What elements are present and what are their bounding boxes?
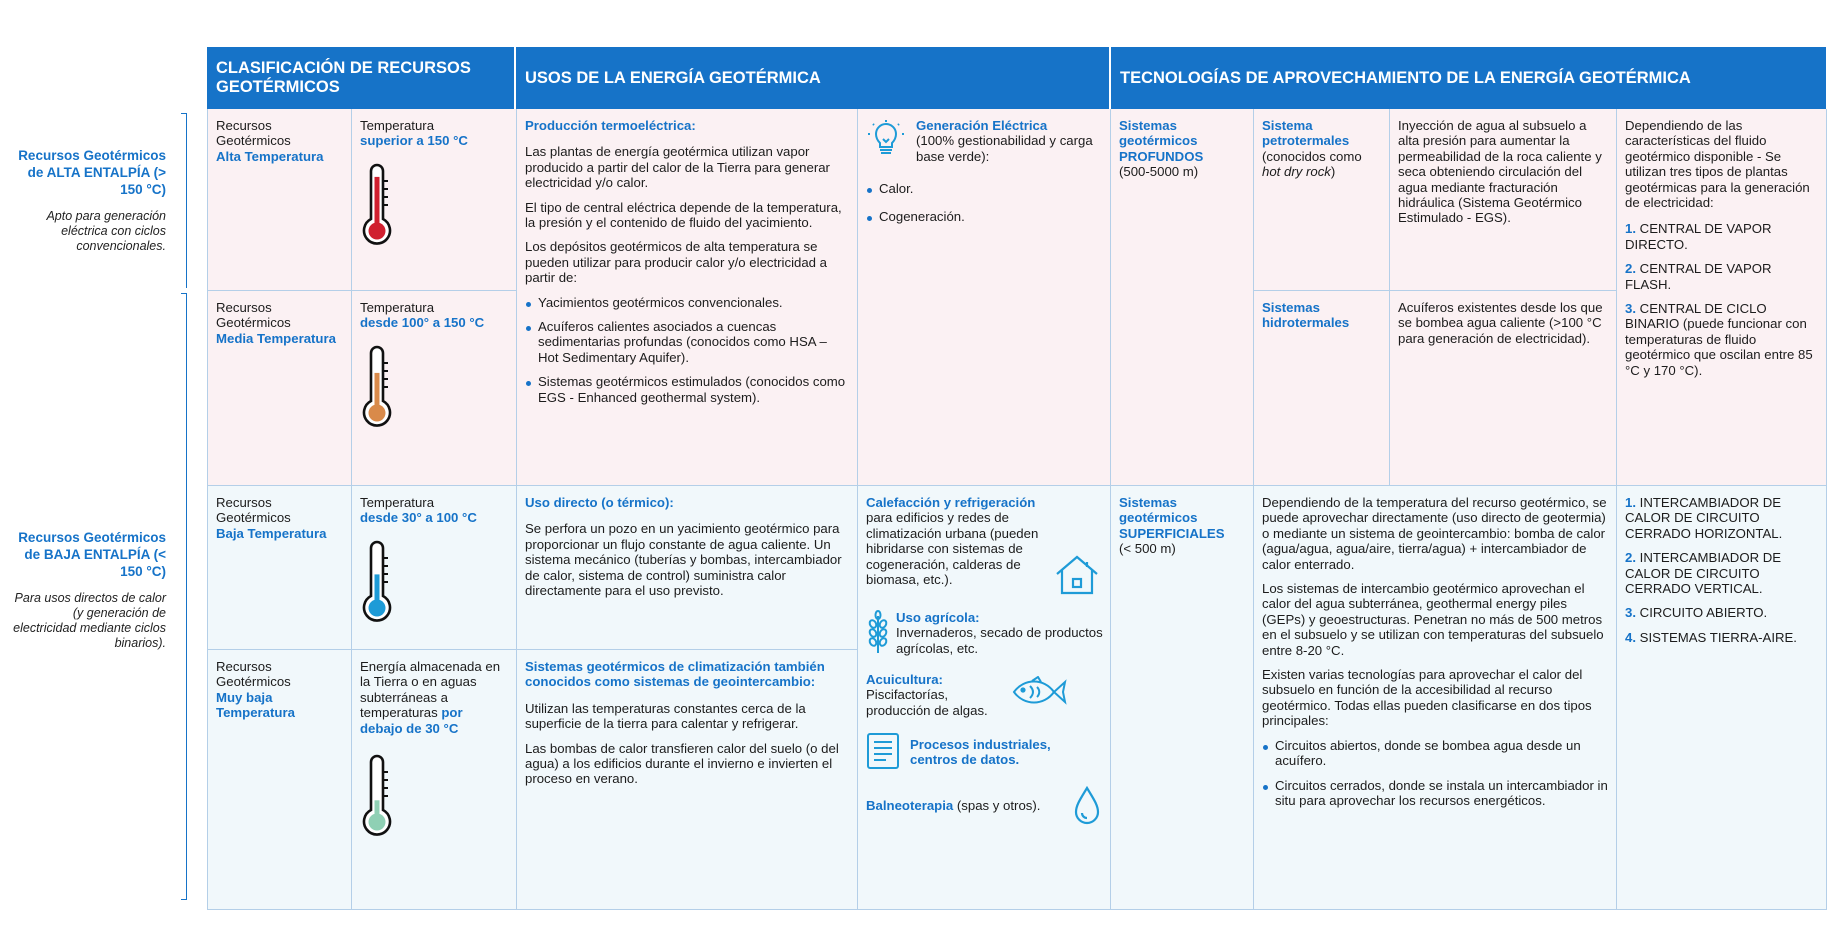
balneo-block [866,798,1076,813]
plant-num: 1. [1625,221,1636,237]
grid-line [1826,109,1827,910]
temp-prefix: Temperatura [360,300,435,315]
temp-low [352,486,516,649]
deep-title: Sistemas geotérmicos [1119,118,1198,149]
agri-text: Invernaderos, secado de productos agrícolas, etc. [896,625,1103,656]
tech-deep [1111,109,1253,485]
resource-low [208,486,351,649]
aqua-title: Acuicultura: [866,672,943,687]
clim-p2: Las bombas de calor transfieren calor del suelo (o del agua) a los edificios durante el invierno e invierten el proceso en verano. [525,740,839,787]
bracket-tick [181,293,187,294]
exch-num: 2. [1625,550,1636,566]
list-item: Circuitos cerrados, donde se instala un intercambiador in situ para aprovechar los recursos energéticos. [1262,778,1608,809]
uses-electric [517,109,857,485]
plants-intro: Dependiendo de las características del fluido geotérmico disponible - Se utilizan tres tipos de plantas geotérmicas para la generación de electricidad: [1625,118,1810,211]
gen-text: (100% gestionabilidad y carga base verde): [916,133,1093,164]
hydro-desc: Acuíferos existentes desde los que se bombea agua caliente (>100 °C para generación de electricidad). [1398,300,1603,346]
exch-num: 4. [1625,629,1636,645]
agri-block [896,610,1106,656]
electric-p3: Los depósitos geotérmicos de alta temperatura se pueden utilizar para producir calor y/o electricidad a partir de: [525,239,828,286]
deep-range: (500-5000 m) [1119,164,1199,180]
petro-text-a: (conocidos como [1262,148,1362,164]
gen-title: Generación Eléctrica [916,118,1048,133]
bracket-tick [181,113,187,114]
petro-text-b: ) [1330,164,1336,180]
bracket-low [186,293,187,900]
thermometer-icon [360,538,508,624]
exch-text: INTERCAMBIADOR DE CALOR DE CIRCUITO CERRADO HORIZONTAL. [1625,495,1783,541]
aqua-block [866,672,1006,718]
header-technologies [1111,47,1826,109]
exch-num: 1. [1625,495,1636,510]
list-item: Calor. [866,181,1106,196]
resource-prefix: Recursos Geotérmicos [216,300,291,331]
bracket-tick [181,899,187,900]
hydro-title: Sistemas hidrotermales [1262,300,1350,331]
gen-list [866,181,1106,234]
side-low-title: Recursos Geotérmicos de BAJA ENTALPÍA (< 150 °C) [18,530,166,579]
resource-name: Alta Temperatura [216,148,324,164]
heat-text: para edificios y redes de climatización urbana (pueden hibridarse con sistemas de cogeneración, calderas de biomasa, etc.). [866,510,1039,588]
plant-num: 3. [1625,301,1636,317]
list-item: Acuíferos calientes asociados a cuencas sedimentarias profundas (conocidos como HSA – Hot Sedimentary Aquifer). [525,319,849,365]
side-low [8,529,166,651]
resource-prefix: Recursos Geotérmicos [216,118,291,149]
resource-prefix: Recursos Geotérmicos [216,495,291,526]
surface-desc [1254,486,1616,909]
header-classification [207,47,514,109]
direct-title: Uso directo (o térmico): [525,495,674,510]
temp-value: por debajo de 30 °C [360,705,463,736]
temp-prefix: Temperatura [360,118,435,133]
balneo-text: (spas y otros). [956,798,1041,813]
house-icon [1054,554,1100,596]
temp-medium [352,291,516,485]
exch-text: SISTEMAS TIERRA-AIRE. [1639,629,1797,645]
exch-item [1625,605,1818,620]
plants-col [1617,109,1826,485]
temp-value: superior a 150 °C [360,133,468,149]
list-item: Sistemas geotérmicos estimulados (conocidos como EGS - Enhanced geothermal system). [525,374,849,405]
plant-text: CENTRAL DE VAPOR FLASH. [1625,261,1772,292]
gen-text-block [916,118,1106,164]
plant-num: 2. [1625,261,1636,277]
uses-direct [517,486,857,649]
side-high-title: Recursos Geotérmicos de ALTA ENTALPÍA (> 150 °C) [18,148,166,197]
temp-value: desde 100° a 150 °C [360,315,485,331]
header-classification-label: CLASIFICACIÓN DE RECURSOS GEOTÉRMICOS [216,59,471,96]
heat-title: Calefacción y refrigeración [866,495,1036,510]
grid-line [207,909,1826,910]
electric-title: Producción termoeléctrica: [525,118,696,133]
wheat-icon [866,610,890,654]
side-high-note: Apto para generación eléctrica con ciclos convencionales. [46,209,166,253]
list-item: Circuitos abiertos, donde se bombea agua desde un acuífero. [1262,738,1608,769]
direct-text: Se perfora un pozo en un yacimiento geotérmico para proporcionar un flujo constante de agua caliente. Un sistema mecánico (tuberías y bombas, intercambiador de calor, sistema de control) suministra calor directamente para el uso previsto. [525,521,842,599]
electric-p1: Las plantas de energía geotérmica utilizan vapor producido a partir del calor de la Tierra para generar electricidad y/o calor. [525,144,830,191]
resource-very-low [208,650,351,909]
tech-petro [1254,109,1389,290]
exch-item [1625,550,1818,596]
temp-prefix: Energía almacenada en la Tierra o en aguas subterráneas a temperaturas [360,659,501,721]
temp-very-low [352,650,516,909]
fish-icon [1010,676,1068,708]
resource-prefix: Recursos Geotérmicos [216,659,291,690]
surf-title: Sistemas geotérmicos [1119,495,1198,526]
surf-list [1262,738,1608,809]
uses-categories [858,486,1110,909]
header-uses-label: USOS DE LA ENERGÍA GEOTÉRMICA [525,68,821,87]
surf-p1: Dependiendo de la temperatura del recurso geotérmico, se puede aprovechar directamente (uso directo de geotermia) o mediante un sistema de geointercambio: bomba de calor (agua/agua, agua/aire, tierra/agua) + intercambiador de calor enterrado. [1262,495,1607,572]
lightbulb-icon [866,119,906,159]
plant-item [1625,301,1818,378]
surf-p2: Los sistemas de intercambio geotérmico aprovechan el calor del agua subterránea, geothermal energy piles (GEPs) y geoestructuras. Penetran no más de 500 metros en el subsuelo y se utilizan con temperaturas del subsuelo entre 8-20 °C. [1262,581,1604,658]
header-technologies-label: TECNOLOGÍAS DE APROVECHAMIENTO DE LA ENERGÍA GEOTÉRMICA [1120,68,1691,87]
clim-p1: Utilizan las temperaturas constantes cerca de la superficie de la tierra para calentar y refrigerar. [525,700,806,732]
resource-name: Media Temperatura [216,330,336,346]
plant-item [1625,261,1818,292]
surf-p3: Existen varias tecnologías para aprovechar el calor del subsuelo en función de la accesibilidad al recurso geotérmico. Todas ellas pueden clasificarse en dos tipos principales: [1262,667,1592,729]
side-high [8,147,166,254]
exch-num: 3. [1625,605,1636,621]
electric-list [525,295,849,405]
document-icon [866,732,900,770]
plant-item [1625,221,1818,252]
agri-title: Uso agrícola: [896,610,980,625]
water-drop-icon [1073,786,1101,826]
exch-text: CIRCUITO ABIERTO. [1639,605,1768,621]
temp-high [352,109,516,290]
tech-hydro [1254,291,1389,485]
list-item: Yacimientos geotérmicos convencionales. [525,295,849,310]
ind-title: Procesos industriales, centros de datos. [910,737,1051,768]
header-uses [516,47,1109,109]
resource-high [208,109,351,290]
exchangers-col [1617,486,1826,909]
electric-p2: El tipo de central eléctrica depende de la temperatura, la presión y el contenido de fluido del yacimiento. [525,199,842,231]
aqua-text: Piscifactorías, producción de algas. [866,687,988,718]
side-low-note: Para usos directos de calor (y generación de electricidad mediante ciclos binarios). [13,591,166,650]
surf-strong: SUPERFICIALES [1119,525,1225,541]
surf-range: (< 500 m) [1119,541,1176,557]
petro-text-em: hot dry rock [1262,164,1331,180]
plant-text: CENTRAL DE VAPOR DIRECTO. [1625,221,1772,252]
petro-desc: Inyección de agua al subsuelo a alta presión para aumentar la permeabilidad de la roca caliente y seca obteniendo circulación del agua mediante fracturación hidráulica (Sistema Geotérmico Estimulado - EGS). [1398,118,1602,226]
gen-electrica [858,109,1110,485]
list-item: Cogeneración. [866,209,1106,224]
exch-item [1625,630,1818,645]
clim-title: Sistemas geotérmicos de climatización también conocidos como sistemas de geointercambio: [525,659,825,690]
uses-climatization [517,650,857,909]
tech-surface [1111,486,1253,909]
temp-value: desde 30° a 100 °C [360,510,477,526]
deep-strong: PROFUNDOS [1119,148,1204,164]
bracket-high [186,113,187,288]
thermometer-icon [360,343,508,429]
petro-title: Sistema petrotermales [1262,118,1350,149]
plant-text: CENTRAL DE CICLO BINARIO (puede funcionar con temperaturas de fluido geotérmico que oscilan entre 85 °C y 170 °C). [1625,301,1813,378]
resource-name: Baja Temperatura [216,525,327,541]
thermometer-icon [360,752,508,838]
thermometer-icon [360,161,508,247]
temp-prefix: Temperatura [360,495,435,510]
resource-medium [208,291,351,485]
resource-name: Muy baja Temperatura [216,689,295,721]
exch-item [1625,495,1818,541]
balneo-title: Balneoterapia [866,798,954,813]
exch-text: INTERCAMBIADOR DE CALOR DE CIRCUITO CERRADO VERTICAL. [1625,550,1782,597]
